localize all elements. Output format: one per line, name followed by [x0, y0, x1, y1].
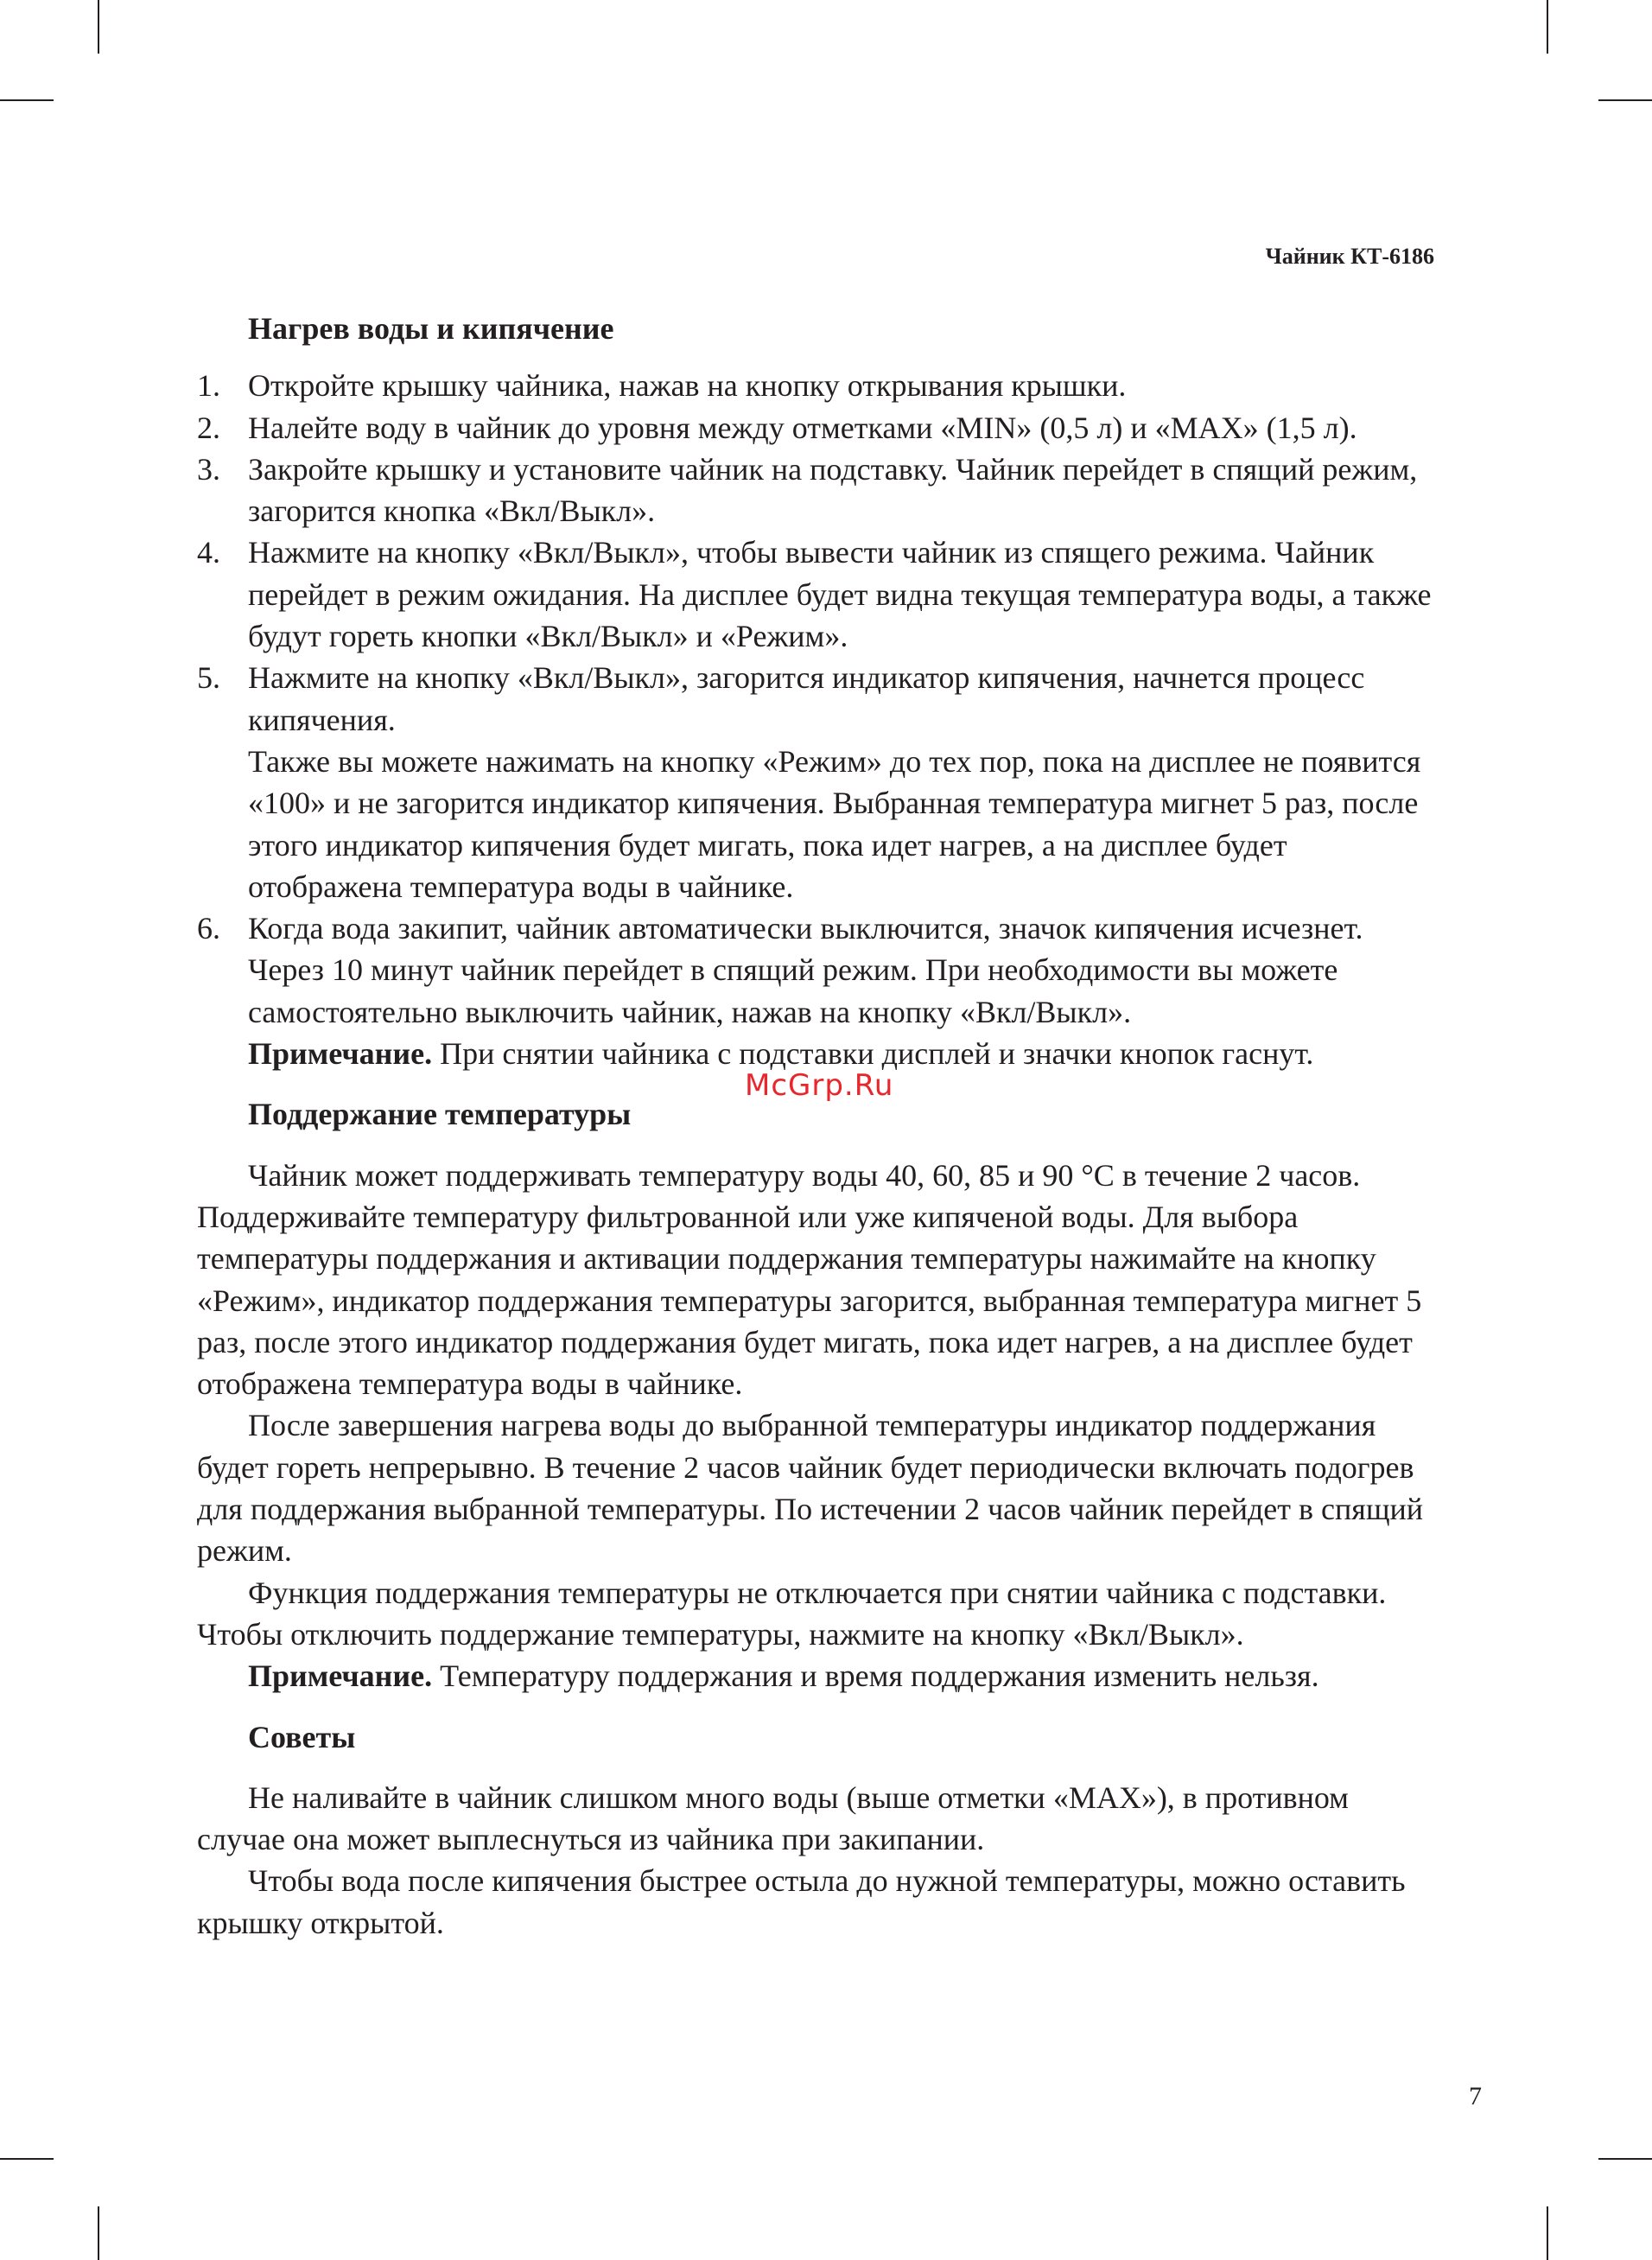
running-header: Чайник КТ-6186	[1265, 244, 1434, 269]
paragraph: Не наливайте в чайник слишком много воды (выше отметки «MAX»), в противном случае она может выплеснуться из чайника при закипании.	[197, 1779, 1349, 1857]
step-number: 5.	[197, 660, 220, 696]
list-item	[197, 907, 1434, 1074]
step-number: 1.	[197, 368, 220, 404]
crop-mark	[98, 2206, 99, 2260]
paragraph: Функция поддержания температуры не отключается при снятии чайника с подставки. Чтобы отключить поддержание температуры, нажмите на кнопку «Вкл/Выкл».	[197, 1575, 1387, 1652]
note-label: Примечание.	[248, 1036, 433, 1072]
section-title-boiling: Нагрев воды и кипячение	[248, 311, 614, 346]
step-number: 4.	[197, 535, 220, 570]
note	[197, 1655, 1434, 1697]
crop-mark	[1598, 99, 1652, 101]
list-item	[197, 365, 1434, 406]
crop-mark	[98, 0, 99, 54]
note-text: При снятии чайника с подставки дисплей и значки кнопок гаснут.	[432, 1036, 1314, 1072]
crop-mark	[1598, 2158, 1652, 2160]
step-number: 3.	[197, 451, 220, 487]
list-item	[197, 657, 1434, 907]
section-title-tips: Советы	[248, 1719, 356, 1754]
step-text: Также вы можете нажимать на кнопку «Режим» до тех пор, пока на дисплее не появится «100» и не загорится индикатор кипячения. Выбранная температура мигнет 5 раз, после этого индикатор кипячения будет мигать, пока идет нагрев, а на дисплее будет отображена температура воды в чайнике.	[248, 743, 1421, 904]
list-item	[197, 407, 1434, 449]
step-text: Нажмите на кнопку «Вкл/Выкл», чтобы вывести чайник из спящего режима. Чайник перейдет в режим ожидания. На дисплее будет видна текущая температура воды, а также будут гореть кнопки «Вкл/Выкл» и «Режим».	[248, 535, 1432, 654]
step-text: Когда вода закипит, чайник автоматически выключится, значок кипячения исчезнет. Через 10 минут чайник перейдет в спящий режим. При необходимости вы можете самостоятельно выключить чайник, нажав на кнопку «Вкл/Выкл».	[248, 911, 1363, 1029]
note-text: Температуру поддержания и время поддержания изменить нельзя.	[432, 1658, 1319, 1694]
step-text: Откройте крышку чайника, нажав на кнопку открывания крышки.	[248, 368, 1127, 404]
list-item	[197, 532, 1434, 657]
paragraph: Чтобы вода после кипячения быстрее остыла до нужной температуры, можно оставить крышку открытой.	[197, 1863, 1406, 1940]
list-item	[197, 449, 1434, 532]
note-label: Примечание.	[248, 1658, 433, 1694]
crop-mark	[1547, 0, 1548, 54]
page-content	[197, 308, 1434, 1944]
watermark: McGrp.Ru	[745, 1068, 894, 1103]
step-number: 6.	[197, 911, 220, 946]
section-title-keep-warm: Поддержание температуры	[248, 1097, 632, 1132]
step-text: Налейте воду в чайник до уровня между отметками «MIN» (0,5 л) и «MAX» (1,5 л).	[248, 410, 1357, 445]
crop-mark	[1547, 2206, 1548, 2260]
paragraph: Чайник может поддерживать температуру воды 40, 60, 85 и 90 °С в течение 2 часов. Поддерживайте температуру фильтрованной или уже кипяченой воды. Для выбора температуры поддержания и активации поддержания температуры нажимайте на кнопку «Режим», индикатор поддержания температуры загорится, выбранная температура мигнет 5 раз, после этого индикатор поддержания будет мигать, пока идет нагрев, а на дисплее будет отображена температура воды в чайнике.	[197, 1157, 1422, 1402]
paragraph: После завершения нагрева воды до выбранной температуры индикатор поддержания будет гореть непрерывно. В течение 2 часов чайник будет периодически включать подогрев для поддержания выбранной температуры. По истечении 2 часов чайник перейдет в спящий режим.	[197, 1408, 1424, 1569]
boiling-steps	[197, 365, 1434, 1074]
step-text: Закройте крышку и установите чайник на подставку. Чайник перейдет в спящий режим, загорится кнопка «Вкл/Выкл».	[248, 451, 1418, 529]
crop-mark	[0, 2158, 54, 2160]
step-text: Нажмите на кнопку «Вкл/Выкл», загорится индикатор кипячения, начнется процесс кипячения.	[248, 660, 1365, 737]
step-number: 2.	[197, 410, 220, 445]
crop-mark	[0, 99, 54, 101]
page-number: 7	[1469, 2082, 1482, 2110]
